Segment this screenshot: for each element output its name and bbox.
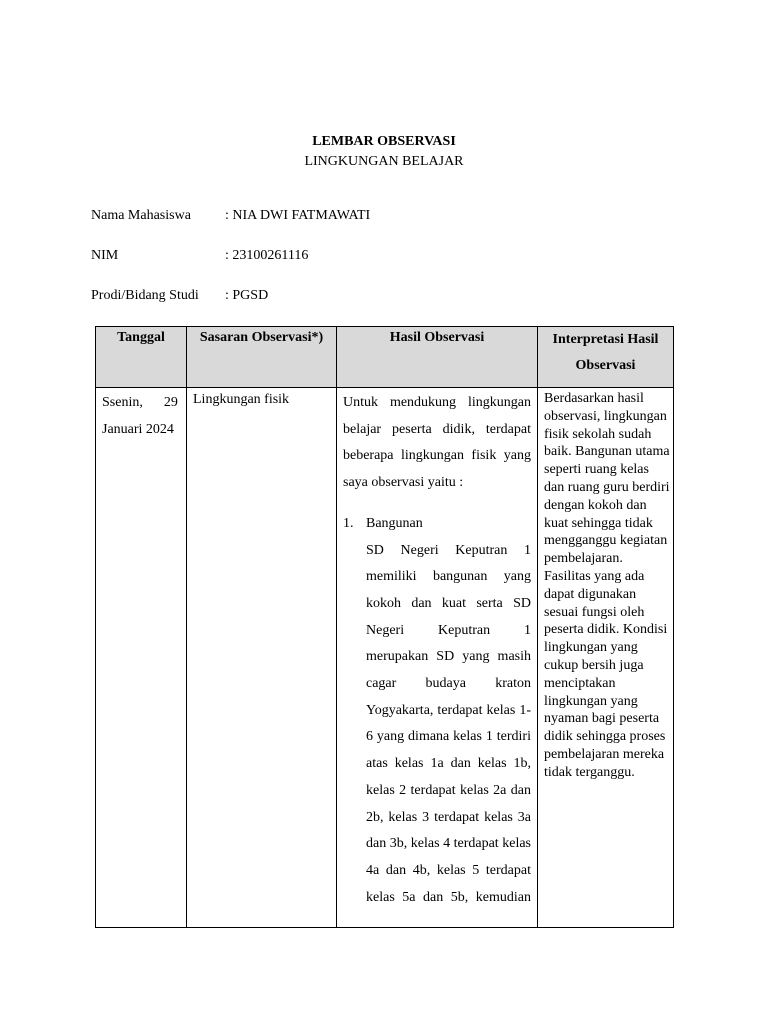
list-title: Bangunan <box>366 515 423 531</box>
header-sasaran: Sasaran Observasi*) <box>187 327 337 388</box>
cell-sasaran <box>187 388 337 928</box>
sasaran-text: Lingkungan fisik <box>193 392 290 407</box>
tanggal-line1: Ssenin, 29 <box>102 395 178 410</box>
info-label: Prodi/Bidang Studi <box>91 288 199 303</box>
cell-tanggal <box>96 388 187 928</box>
interpretasi-text: Berdasarkan hasil observasi, lingkungan fisik sekolah sudah baik. Bangunan utama seperti ruang kelas dan ruang guru berdiri dengan kokoh dan kuat sehingga tidak mengganggu kegiatan pembelajaran. Fasilitas yang ada dapat digunakan sesuai fungsi oleh peserta didik. Kondisi lingkungan yang cukup bersih juga menciptakan lingkungan yang nyaman bagi peserta didik sehingga proses pembelajaran mereka tidak terganggu. <box>544 391 670 780</box>
document-title: LEMBAR OBSERVASI <box>312 134 456 149</box>
header-tanggal: Tanggal <box>96 327 187 388</box>
list-item <box>343 511 531 912</box>
list-number: 1. <box>343 515 354 531</box>
tanggal-line2: Januari 2024 <box>102 421 174 437</box>
header-interpretasi: Interpretasi Hasil Observasi <box>538 327 674 388</box>
info-value: : 23100261116 <box>225 248 309 263</box>
info-value: : PGSD <box>225 288 269 303</box>
info-label: NIM <box>91 248 119 263</box>
cell-interpretasi <box>538 388 674 928</box>
cell-hasil <box>337 388 538 928</box>
info-value: : NIA DWI FATMAWATI <box>225 208 371 223</box>
hasil-intro: Untuk mendukung lingkungan belajar peserta didik, terdapat beberapa lingkungan fisik yang saya observasi yaitu : <box>343 395 531 491</box>
table-header-row <box>96 327 674 388</box>
table-row <box>96 388 674 928</box>
list-text: SD Negeri Keputran 1 memiliki bangunan yang kokoh dan kuat serta SD Negeri Keputran 1 merupakan SD yang masih cagar budaya kraton Yogyakarta, terdapat kelas 1-6 yang dimana kelas 1 terdiri atas kelas 1a dan kelas 1b, kelas 2 terdapat kelas 2a dan 2b, kelas 3 terdapat kelas 3a dan 3b, kelas 4 terdapat kelas 4a dan 4b, kelas 5 terdapat kelas 5a dan 5b, kemudian <box>366 542 531 905</box>
document-subtitle: LINGKUNGAN BELAJAR <box>304 154 464 169</box>
header-hasil: Hasil Observasi <box>337 327 538 388</box>
observation-table <box>95 326 674 928</box>
info-label: Nama Mahasiswa <box>91 208 191 223</box>
